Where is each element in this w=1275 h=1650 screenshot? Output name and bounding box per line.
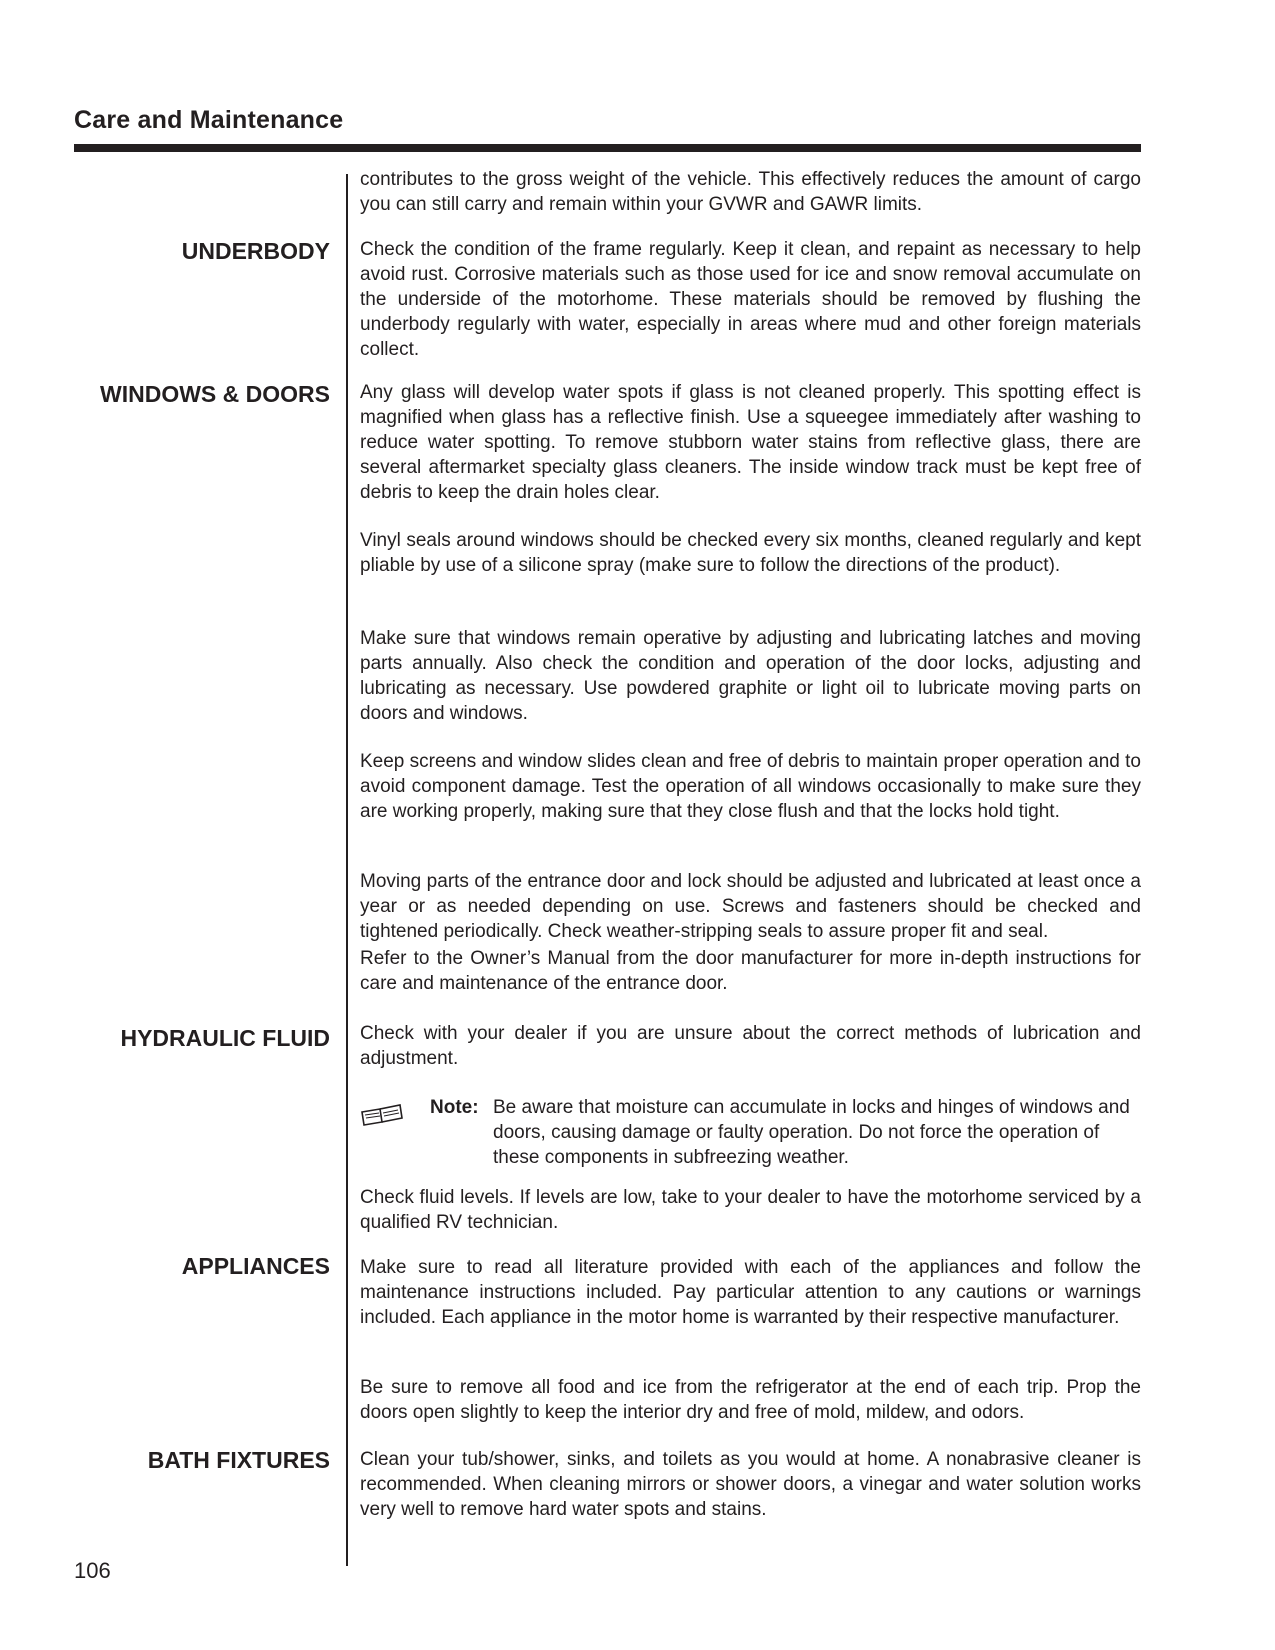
paragraph-appliance-literature: Make sure to read all literature provided with each of the appliances and follow the maintenance instructions included. Pay particular attention to any cautions or warnings included. Each appliance in the motor home is warranted by their respective manufacturer.	[360, 1257, 1141, 1328]
paragraph-dealer-check: Check with your dealer if you are unsure about the correct methods of lubrication and adjustment.	[360, 1023, 1141, 1069]
paragraph-fluid-levels: Check fluid levels. If levels are low, take to your dealer to have the motorhome serviced by a qualified RV technician.	[360, 1187, 1141, 1233]
column-divider	[346, 174, 348, 1566]
page-title: Care and Maintenance	[74, 106, 344, 134]
paragraph-gross-weight: contributes to the gross weight of the vehicle. This effectively reduces the amount of cargo you can still carry and remain within your GVWR and GAWR limits.	[360, 169, 1141, 215]
section-heading-appliances: APPLIANCES	[181, 1253, 330, 1279]
page-number: 106	[74, 1558, 111, 1583]
paragraph-refrigerator: Be sure to remove all food and ice from the refrigerator at the end of each trip. Prop the doors open slightly to keep the interior dry and free of mold, mildew, and odors.	[360, 1377, 1141, 1423]
paragraph-vinyl-seals: Vinyl seals around windows should be checked every six months, cleaned regularly and kept pliable by use of a silicone spray (make sure to follow the directions of the product).	[360, 530, 1141, 576]
note-label: Note:	[430, 1097, 479, 1118]
note-text: Be aware that moisture can accumulate in locks and hinges of windows and doors, causing damage or faulty operation. Do not force the operation of these components in subfreezing weather.	[493, 1097, 1130, 1168]
paragraph-screens-slides: Keep screens and window slides clean and free of debris to maintain proper operation and to avoid component damage. Test the operation of all windows occasionally to make sure they are working properly, making sure that they close flush and that the locks hold tight.	[360, 751, 1141, 822]
paragraph-glass-spots: Any glass will develop water spots if glass is not cleaned properly. This spotting effect is magnified when glass has a reflective finish. Use a squeegee immediately after washing to reduce water spotting. To remove stubborn water stains from reflective glass, there are several aftermarket specialty glass cleaners. The inside window track must be kept free of debris to keep the drain holes clear.	[360, 382, 1141, 503]
header-rule	[74, 144, 1141, 152]
paragraph-window-operation: Make sure that windows remain operative by adjusting and lubricating latches and moving parts annually. Also check the condition and operation of the door locks, adjusting and lubricating as necessary. Use powdered graphite or light oil to lubricate moving parts on doors and windows.	[360, 628, 1141, 724]
paragraph-underbody: Check the condition of the frame regularly. Keep it clean, and repaint as necessary to help avoid rust. Corrosive materials such as those used for ice and snow removal accumulate on the underside of the motorhome. These materials should be removed by flushing the underbody regularly with water, especially in areas where mud and other foreign materials collect.	[360, 239, 1141, 360]
paragraph-owners-manual: Refer to the Owner’s Manual from the door manufacturer for more in-depth instructions for care and maintenance of the entrance door.	[360, 948, 1141, 994]
section-heading-windows-doors: WINDOWS & DOORS	[100, 381, 330, 407]
section-heading-underbody: UNDERBODY	[181, 238, 330, 264]
paragraph-bath-cleaning: Clean your tub/shower, sinks, and toilets as you would at home. A nonabrasive cleaner is recommended. When cleaning mirrors or shower doors, a vinegar and water solution works very well to remove hard water spots and stains.	[360, 1449, 1141, 1520]
paragraph-entrance-door: Moving parts of the entrance door and lock should be adjusted and lubricated at least once a year or as needed depending on use. Screws and fasteners should be checked and tightened periodically. Check weather-stripping seals to assure proper fit and seal.	[360, 871, 1141, 942]
section-heading-bath-fixtures: BATH FIXTURES	[147, 1447, 330, 1473]
section-heading-hydraulic-fluid: HYDRAULIC FLUID	[120, 1025, 330, 1051]
book-icon	[360, 1103, 404, 1127]
